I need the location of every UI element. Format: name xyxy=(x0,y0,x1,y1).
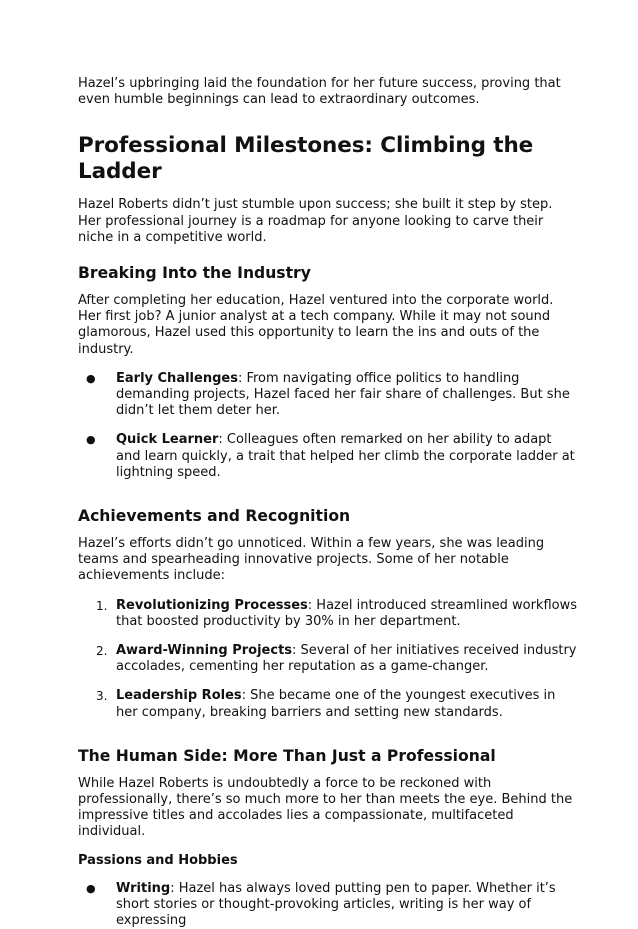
list-item xyxy=(78,881,578,929)
bullet-icon: ● xyxy=(86,433,96,447)
industry-bullet-list xyxy=(78,371,578,481)
list-item-term: Award-Winning Projects xyxy=(116,643,293,659)
list-item-text: : Colleagues often remarked on her ability to adapt and learn quickly, a trait that helped her climb the corporate ladder at lightning speed. xyxy=(116,432,575,480)
hobbies-bullet-list xyxy=(78,881,578,929)
list-item-term: Quick Learner xyxy=(116,432,219,448)
list-item-term: Leadership Roles xyxy=(116,688,242,704)
list-item-text: : Several of her initiatives received industry accolades, cementing her reputation as a game-changer. xyxy=(116,643,577,675)
list-item xyxy=(78,688,578,720)
list-item xyxy=(78,598,578,630)
subsection-title-achievements: Achievements and Recognition xyxy=(78,507,351,526)
list-item-text: : Hazel has always loved putting pen to paper. Whether it’s short stories or thought-provoking articles, writing is her way of expressing xyxy=(116,880,556,929)
list-item-term: Revolutionizing Processes xyxy=(116,597,308,613)
intro-paragraph: Hazel’s upbringing laid the foundation for her future success, proving that even humble beginnings can lead to extraordinary outcomes. xyxy=(78,76,561,108)
list-item-number: 2. xyxy=(96,644,108,659)
section-paragraph-professional: Hazel Roberts didn’t just stumble upon success; she built it step by step. Her professional journey is a roadmap for anyone looking to carve their niche in a competitive world. xyxy=(78,197,553,245)
list-item xyxy=(78,432,578,481)
subsection-title-human-side: The Human Side: More Than Just a Professional xyxy=(78,746,496,765)
list-item-number: 3. xyxy=(96,689,108,704)
list-item-number: 1. xyxy=(96,598,108,613)
list-item-text: : From navigating office politics to handling demanding projects, Hazel faced her fair share of challenges. But she didn’t let them deter her. xyxy=(116,370,570,419)
subheading-passions-hobbies: Passions and Hobbies xyxy=(78,852,238,868)
bullet-icon: ● xyxy=(86,371,96,385)
list-item xyxy=(78,643,578,675)
list-item-term: Early Challenges xyxy=(116,370,238,386)
list-item xyxy=(78,371,578,420)
section-title-professional-milestones: Professional Milestones: Climbing the Ladder xyxy=(78,133,534,185)
list-item-term: Writing xyxy=(116,880,171,896)
list-item-text: : Hazel introduced streamlined workflows that boosted productivity by 30% in her department. xyxy=(116,597,578,629)
list-item-text: : She became one of the youngest executives in her company, breaking barriers and setting new standards. xyxy=(116,688,556,720)
subsection-title-industry: Breaking Into the Industry xyxy=(78,264,311,283)
achievements-numbered-list xyxy=(78,598,578,721)
subsection-paragraph-achievements: Hazel’s efforts didn’t go unnoticed. Within a few years, she was leading teams and spearheading innovative projects. Some of her notable achievements include: xyxy=(78,536,545,584)
subsection-paragraph-human-side: While Hazel Roberts is undoubtedly a force to be reckoned with professionally, there’s so much more to her than meets the eye. Behind the impressive titles and accolades lies a compassionate, multifaceted individual. xyxy=(78,775,573,840)
subsection-paragraph-industry: After completing her education, Hazel ventured into the corporate world. Her first job? A junior analyst at a tech company. While it may not sound glamorous, Hazel used this opportunity to learn the ins and outs of the industry. xyxy=(78,293,554,357)
bullet-icon: ● xyxy=(86,881,96,895)
